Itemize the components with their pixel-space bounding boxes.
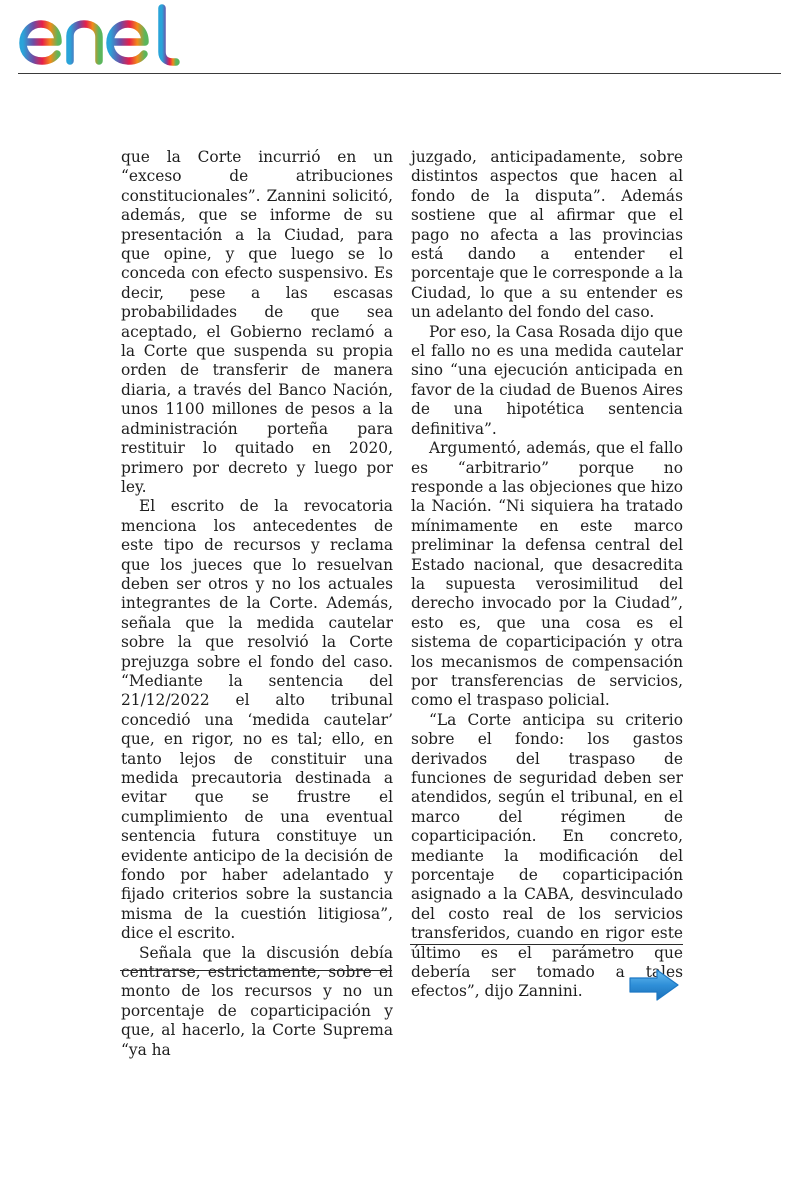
paragraph: Señala que la discusión debía centrarse, estrictamente, sobre el monto de los recursos y no un porcentaje de coparticipación y que, al hacerlo, la Corte Suprema “ya ha (121, 943, 393, 1059)
article-column-left (121, 148, 393, 1060)
paragraph: El escrito de la revocatoria menciona los antecedentes de este tipo de recursos y reclama que los jueces que lo resuelvan deben ser otros y no los actuales integrantes de la Corte. Además, señala que la medida cautelar sobre la que resolvió la Corte prejuzga sobre el fondo del caso. “Mediante la sentencia del 21/12/2022 el alto tribunal concedió una ‘medida cautelar’ que, en rigor, no es tal; ello, en tanto lejos de constituir una medida precautoria destinada a evitar que se frustre el cumplimiento de una eventual sentencia futura constituye un evidente anticipo de la decisión de fondo por haber adelantado y fijado criterios sobre la sustancia misma de la cuestión litigiosa”, dice el escrito. (121, 497, 393, 943)
article-column-right (411, 148, 683, 1002)
column-end-rule-right (410, 944, 683, 945)
paragraph: “La Corte anticipa su criterio sobre el fondo: los gastos derivados del traspaso de funciones de seguridad deben ser atendidos, según el tribunal, en el marco del régimen de coparticipación. En concreto, mediante la modificación del porcentaje de coparticipación asignado a la CABA, desvinculado del costo real de los servicios transferidos, cuando en rigor este último es el parámetro que debería ser tomado a tales efectos”, dijo Zannini. (411, 710, 683, 1001)
enel-logo (16, 2, 186, 70)
paragraph: Argumentó, además, que el fallo es “arbitrario” porque no responde a las objeciones que hizo la Nación. “Ni siquiera ha tratado mínimamente en este marco preliminar la defensa central del Estado nacional, que desacredita la supuesta verosimilitud del derecho invocado por la Ciudad”, esto es, que una cosa es el sistema de coparticipación y otra los mecanismos de compensación por transferencias de servicios, como el traspaso policial. (411, 439, 683, 710)
paragraph: que la Corte incurrió en un “exceso de atribuciones constitucionales”. Zannini solicitó, además, que se informe de su presentación a la Ciudad, para que opine, y que luego se lo conceda con efecto suspensivo. Es decir, pese a las escasas probabilidades de que sea aceptado, el Gobierno reclamó a la Corte que suspenda su propia orden de transferir de manera diaria, a través del Banco Nación, unos 1100 millones de pesos a la administración porteña para restituir lo quitado en 2020, primero por decreto y luego por ley. (121, 148, 393, 496)
paragraph: Por eso, la Casa Rosada dijo que el fallo no es una medida cautelar sino “una ejecución anticipada en favor de la ciudad de Buenos Aires de una hipotética sentencia definitiva”. (411, 322, 683, 438)
arrow-right-icon[interactable] (627, 967, 681, 1003)
paragraph: juzgado, anticipadamente, sobre distintos aspectos que hacen al fondo de la disputa”. Además sostiene que al afirmar que el pago no afecta a las provincias está dando a entender el porcentaje que le corresponde a la Ciudad, lo que a su entender es un adelanto del fondo del caso. (411, 148, 683, 322)
column-end-rule-left (120, 970, 392, 971)
header-divider (18, 73, 781, 74)
